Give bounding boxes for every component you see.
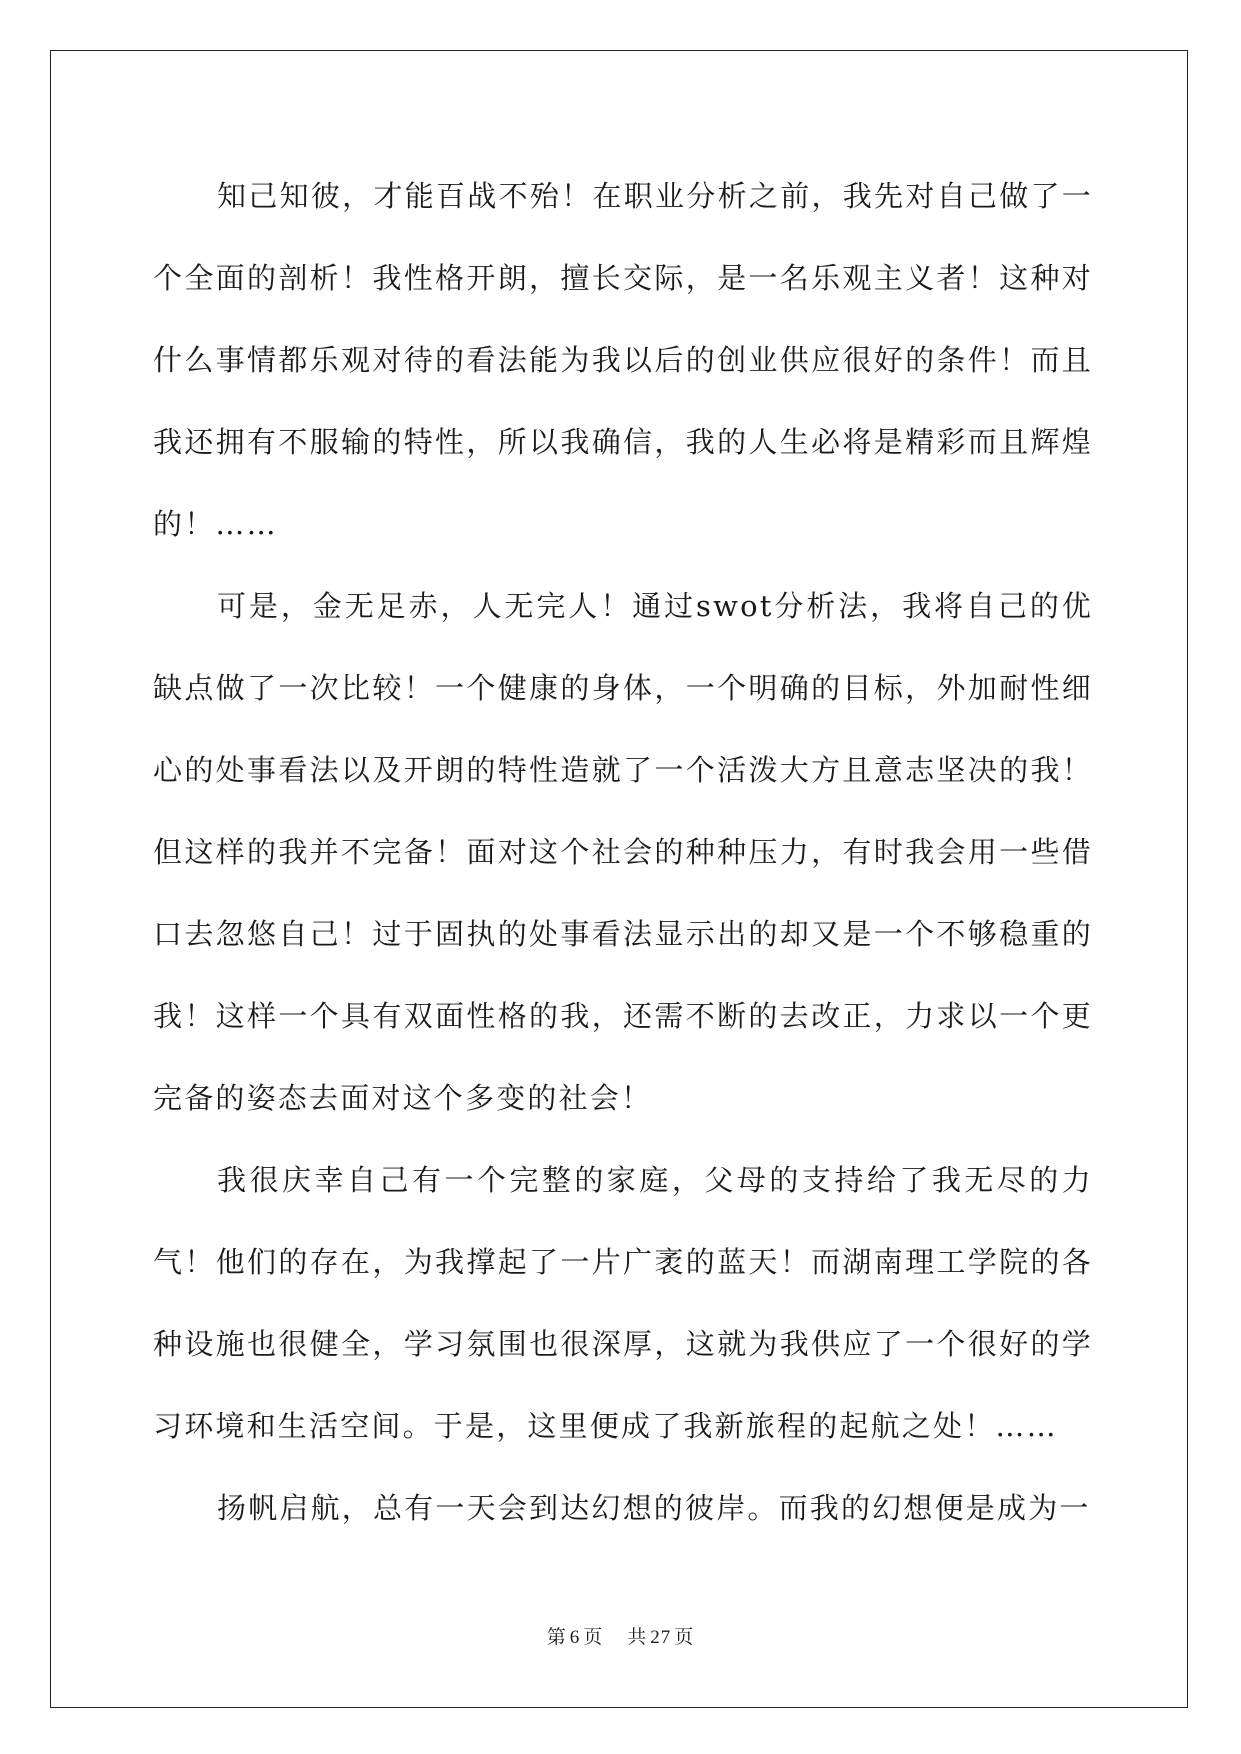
total-pages: 27 <box>650 1627 672 1648</box>
page-suffix: 页 <box>583 1626 604 1648</box>
total-prefix: 共 <box>627 1626 648 1648</box>
document-body <box>153 155 1093 1549</box>
paragraph-dream: 扬帆启航，总有一天会到达幻想的彼岸。而我的幻想便是成为一 <box>217 1491 1091 1525</box>
page-footer <box>0 1622 1241 1649</box>
paragraph-family-school: 我很庆幸自己有一个完整的家庭，父母的支持给了我无尽的力气！他们的存在，为我撑起了一片广袤的蓝天！而湖南理工学院的各种设施也很健全，学习氛围也很深厚，这就为我供应了一个很好的学习环境和生活空间。于是，这里便成了我新旅程的起航之处！…… <box>153 1163 1093 1443</box>
page-number: 6 <box>569 1627 581 1648</box>
paragraph-swot-analysis: 可是，金无足赤，人无完人！通过swot分析法，我将自己的优缺点做了一次比较！一个健康的身体，一个明确的目标，外加耐性细心的处事看法以及开朗的特性造就了一个活泼大方且意志坚决的我！但这样的我并不完备！面对这个社会的种种压力，有时我会用一些借口去忽悠自己！过于固执的处事看法显示出的却又是一个不够稳重的我！这样一个具有双面性格的我，还需不断的去改正，力求以一个更完备的姿态去面对这个多变的社会！ <box>153 589 1093 1115</box>
page-prefix: 第 <box>546 1626 567 1648</box>
paragraph-self-analysis: 知己知彼，才能百战不殆！在职业分析之前，我先对自己做了一个全面的剖析！我性格开朗，擅长交际，是一名乐观主义者！这种对什么事情都乐观对待的看法能为我以后的创业供应很好的条件！而且我还拥有不服输的特性，所以我确信，我的人生必将是精彩而且辉煌的！…… <box>153 179 1093 541</box>
total-suffix: 页 <box>674 1626 695 1648</box>
